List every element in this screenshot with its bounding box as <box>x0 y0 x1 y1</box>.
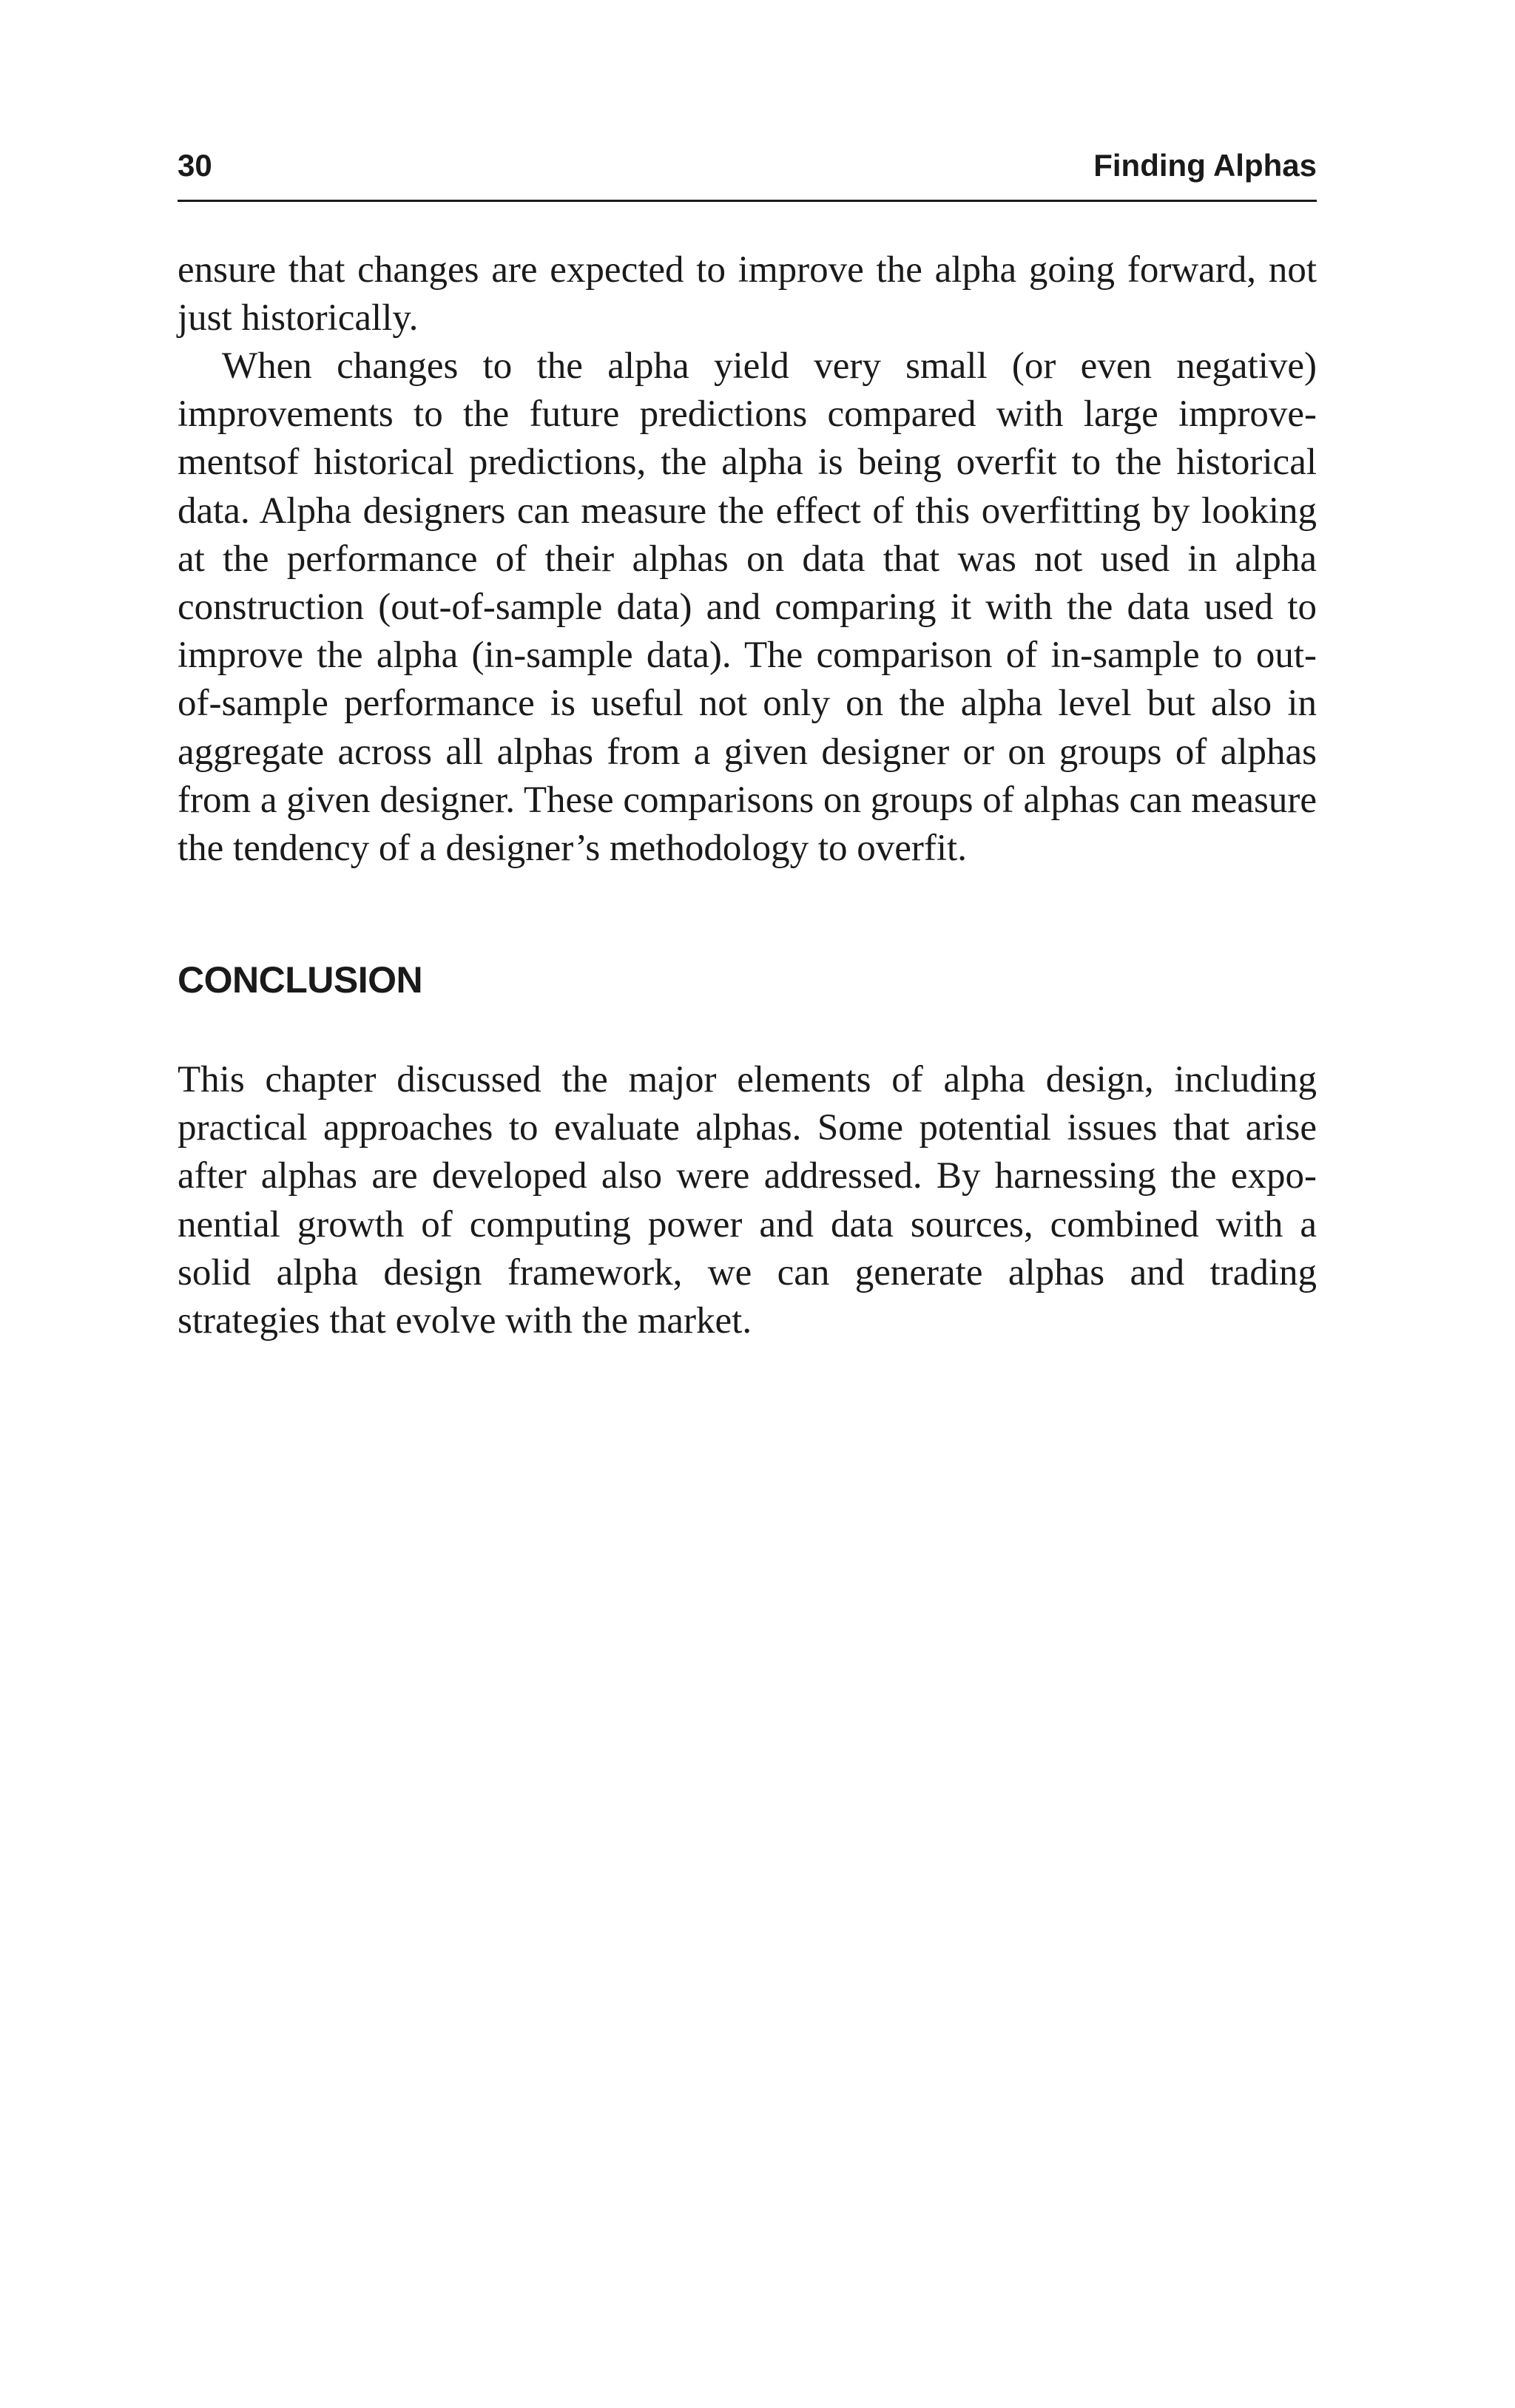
body-paragraph-2 <box>178 342 1317 873</box>
page-number: 30 <box>178 148 212 183</box>
section-heading: CONCLUSION <box>178 959 423 1001</box>
conclusion-paragraph <box>178 1056 1317 1345</box>
paragraph-text: This chapter discussed the major elements of alpha design, including practical approaches to evaluate alphas. Some potential issues that arise after alphas are developed also were addressed. By harnessing the exponential growth of computing power and data sources, combined with a solid alpha design framework, we can generate alphas and trading strategies that evolve with the market. <box>178 1059 1317 1342</box>
paragraph-text: When changes to the alpha yield very small (or even negative) improvements to the future predictions compared with large improvementsof historical predictions, the alpha is being overfit to the historical data. Alpha designers can measure the effect of this overfitting by looking at the performance of their alphas on data that was not used in alpha construction (out-of-sample data) and comparing it with the data used to improve the alpha (in-sample data). The comparison of in-sample to out-of-sample performance is useful not only on the alpha level but also in aggregate across all alphas from a given designer or on groups of alphas from a given designer. These comparisons on groups of alphas can measure the tendency of a designer’s methodology to overfit. <box>178 345 1317 870</box>
body-paragraph-1 <box>178 246 1317 342</box>
running-head <box>178 141 1317 202</box>
running-title: Finding Alphas <box>1093 148 1317 183</box>
paragraph-text: ensure that changes are expected to improve the alpha going forward, not just historically. <box>178 249 1317 339</box>
